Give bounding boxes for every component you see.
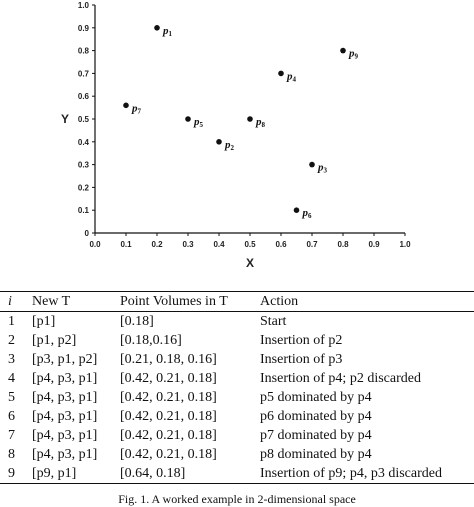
cell-action: Insertion of p9; p4, p3 discarded [260,466,442,481]
cell-i: 4 [8,371,15,386]
x-tick-label: 0.4 [213,240,225,249]
cell-action: Start [260,314,287,329]
cell-i: 6 [8,409,15,424]
x-tick-label: 0.5 [244,240,256,249]
data-point-p5 [185,116,191,122]
y-tick-label: 0.9 [77,23,89,33]
point-label-p1: p1 [163,24,172,38]
table-row [0,388,474,407]
x-tick-label: 0.9 [368,240,380,249]
worked-example-table [0,291,474,484]
cell-point-volumes: [0.42, 0.21, 0.18] [120,428,217,443]
point-label-p5: p5 [194,116,203,129]
y-tick-label: 0.3 [77,160,89,170]
point-label-p3: p3 [318,161,327,175]
cell-point-volumes: [0.42, 0.21, 0.18] [120,371,217,386]
x-tick-label: 1.0 [399,240,411,249]
table-row [0,312,474,332]
x-tick-label: 0.0 [89,240,101,249]
y-tick-label: 0.7 [77,69,89,79]
data-point-p7 [123,103,129,109]
point-label-p7: p7 [132,102,141,116]
cell-i: 7 [8,428,15,443]
point-label-p4: p4 [287,70,296,84]
table-row [0,445,474,464]
data-point-p1 [154,25,160,31]
x-tick-label: 0.7 [306,240,318,249]
cell-point-volumes: [0.64, 0.18] [120,466,186,481]
table-row [0,407,474,426]
y-tick-label: 0.6 [77,92,89,102]
data-point-p3 [309,162,315,168]
point-label-p9: p9 [349,47,358,61]
table-row [0,369,474,388]
x-tick-label: 0.8 [337,240,349,249]
cell-action: Insertion of p2 [260,333,343,348]
cell-new-t: [p4, p3, p1] [32,390,98,405]
data-point-p8 [247,116,253,122]
cell-point-volumes: [0.42, 0.21, 0.18] [120,409,217,424]
cell-i: 2 [8,333,15,348]
y-tick-label: 1.0 [77,1,89,10]
header-action: Action [260,294,299,309]
x-tick-label: 0.2 [151,240,163,249]
y-tick-label: 0.2 [77,183,89,193]
table-row [0,331,474,350]
cell-i: 1 [8,314,15,329]
data-point-p2 [216,139,222,145]
point-label-p6: p6 [302,207,312,221]
cell-new-t: [p4, p3, p1] [32,409,98,424]
cell-new-t: [p4, p3, p1] [32,447,98,462]
x-tick-label: 0.6 [275,240,287,249]
cell-point-volumes: [0.21, 0.18, 0.16] [120,352,217,367]
y-tick-label: 0.5 [77,115,89,124]
cell-i: 3 [8,352,15,367]
y-tick-label: 0.8 [77,46,89,56]
cell-new-t: [p9, p1] [32,466,77,481]
header-i: i [8,294,12,309]
cell-new-t: [p1, p2] [32,333,77,348]
y-tick-label: 0.1 [77,206,89,216]
figure-caption: Fig. 1. A worked example in 2-dimensional space [118,492,356,506]
cell-action: Insertion of p3 [260,352,343,367]
cell-new-t: [p1] [32,314,56,329]
y-tick-label: 0.4 [77,137,89,147]
table-row [0,350,474,369]
cell-action: Insertion of p4; p2 discarded [260,371,421,386]
cell-action: p8 dominated by p4 [260,447,372,462]
cell-point-volumes: [0.42, 0.21, 0.18] [120,390,217,405]
point-label-p2: p2 [225,138,234,152]
table-header-row [0,292,474,312]
header-point-volumes: Point Volumes in T [120,294,228,309]
cell-point-volumes: [0.18] [120,314,154,329]
cell-point-volumes: [0.18,0.16] [120,333,182,348]
cell-i: 9 [8,466,15,481]
data-point-p4 [278,71,284,77]
data-points [123,25,358,220]
cell-action: p6 dominated by p4 [260,409,372,424]
cell-point-volumes: [0.42, 0.21, 0.18] [120,447,217,462]
data-point-p6 [294,207,300,213]
cell-new-t: [p4, p3, p1] [32,428,98,443]
cell-i: 8 [8,447,15,462]
cell-i: 5 [8,390,15,405]
tick-labels [78,1,411,249]
y-axis-label: Y [60,112,70,126]
x-tick-label: 0.1 [120,240,132,249]
point-label-p8: p8 [256,116,265,129]
table-row [0,426,474,445]
cell-new-t: [p4, p3, p1] [32,371,98,386]
cell-new-t: [p3, p1, p2] [32,352,98,367]
y-tick-label: 0 [84,229,89,238]
table-row [0,464,474,484]
header-new-t: New T [32,294,71,309]
cell-action: p7 dominated by p4 [260,428,372,443]
x-axis-label: X [245,256,255,270]
data-point-p9 [340,48,346,54]
x-tick-label: 0.3 [182,240,194,249]
cell-action: p5 dominated by p4 [260,390,372,405]
table-body [0,312,474,484]
